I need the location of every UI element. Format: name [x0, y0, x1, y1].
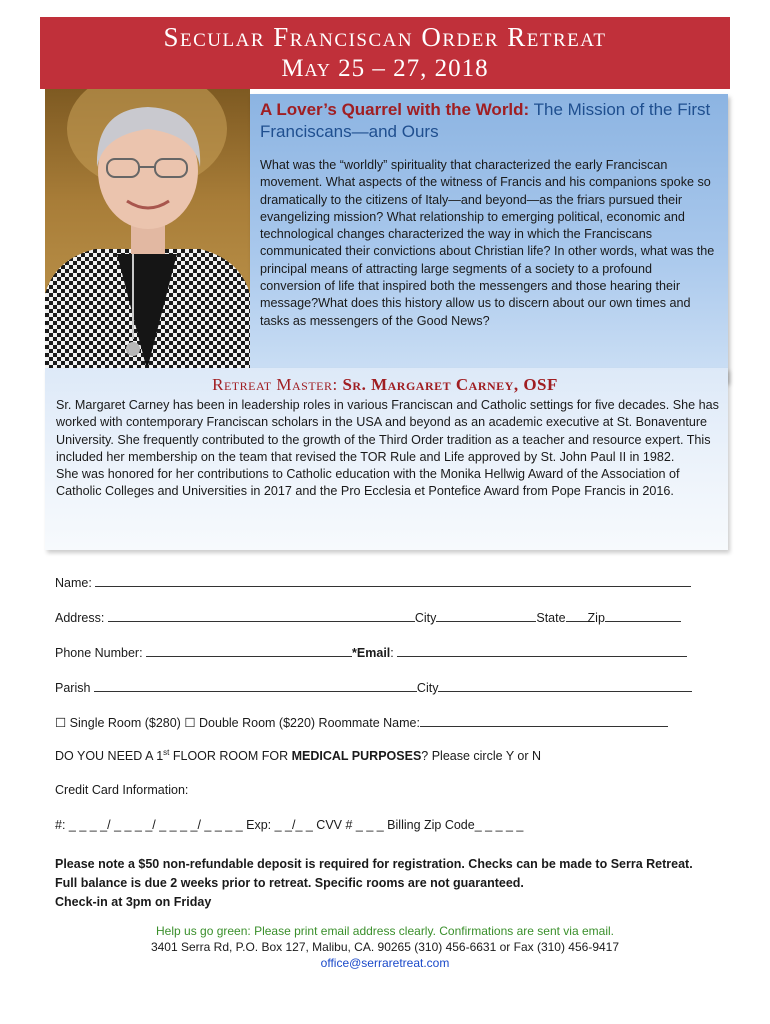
talk-title: A Lover’s Quarrel with the World: [260, 100, 530, 119]
room-row [55, 713, 668, 731]
talk-description: What was the “worldly” spirituality that characterized the early Franciscan movement. What aspects of the witness of Francis and his companions spoke so dramatically to the citizens of Italy—and beyond—as the friars pursued their evangelizing mission? What relationship to emerging political, economic and technological changes characterized the way in which the Franciscans communicated their convictions about Christian life? In other words, what was the principal means of attracting large segments of a society to a profound conversion of life that inspired both the messengers and those hearing their message?What does this history allow us to discern about our own times and tasks as messengers of the Good News? [260, 158, 715, 328]
green-note: Help us go green: Please print email address clearly. Confirmations are sent via email. [156, 924, 614, 938]
title-banner [40, 17, 730, 89]
roommate-label: Roommate Name: [318, 716, 420, 730]
email-label: *Email [352, 646, 391, 660]
state-label: State [536, 611, 566, 625]
medical-question-bold: MEDICAL PURPOSES [291, 749, 422, 764]
credit-card-row [55, 783, 188, 801]
retreat-master-bio [56, 397, 724, 501]
parish-row [55, 678, 692, 696]
medical-question-start: DO YOU NEED A 1 [55, 749, 164, 764]
medical-question-mid: FLOOR ROOM FOR [169, 749, 292, 764]
contact-email-link[interactable]: office@serraretreat.com [320, 956, 450, 970]
medical-row [55, 748, 541, 766]
retreat-master-heading [0, 375, 770, 395]
speaker-portrait-image [45, 89, 250, 370]
card-number-field[interactable]: #: _ _ _ _/ _ _ _ _/ _ _ _ _/ _ _ _ _ Exp: _ _/_ _ CVV # _ _ _ Billing Zip Code_ _ _ _ _ [55, 818, 524, 832]
state-field[interactable] [566, 608, 588, 622]
medical-question-sup: st [163, 748, 170, 757]
speaker-photo [45, 89, 250, 370]
address-field[interactable] [108, 608, 415, 622]
city-label: City [414, 611, 437, 625]
retreat-dates: May 25 – 27, 2018 [281, 55, 489, 82]
notice-line: Check-in at 3pm on Friday [55, 895, 212, 909]
retreat-master-label: Retreat Master: [212, 375, 343, 394]
single-room-checkbox[interactable]: ☐ Single Room ($280) [55, 716, 181, 730]
medical-question-end: ? Please circle Y or N [421, 749, 542, 764]
double-room-checkbox[interactable]: ☐ Double Room ($220) [184, 716, 316, 730]
zip-field[interactable] [605, 608, 681, 622]
contact-address: 3401 Serra Rd, P.O. Box 127, Malibu, CA. 90265 (310) 456-6631 or Fax (310) 456-9417 [150, 940, 620, 954]
phone-email-row [55, 643, 687, 661]
footer [0, 923, 770, 971]
card-number-row [55, 818, 523, 836]
address-label: Address: [55, 611, 105, 625]
deposit-notice [55, 855, 745, 912]
phone-label: Phone Number: [55, 646, 143, 660]
notice-line: Please note a $50 non-refundable deposit is required for registration. Checks can be made to Serra Retreat. [55, 857, 693, 871]
parish-city-label: City [416, 681, 439, 695]
roommate-field[interactable] [420, 713, 668, 727]
bio-paragraph: Sr. Margaret Carney has been in leadership roles in various Franciscan and Catholic settings for five decades. She has worked with contemporary Franciscan scholars in the USA and beyond as an academic executive at St. Bonaventure University. She frequently contributed to the growth of the Third Order tradition as a teacher and resource expert. This included her membership on the team that revised the TOR Rule and Life approved by St. John Paul II in 1982. [56, 398, 719, 464]
phone-field[interactable] [146, 643, 352, 657]
email-colon: : [390, 646, 394, 660]
name-label: Name: [55, 576, 92, 590]
zip-label: Zip [587, 611, 605, 625]
parish-field[interactable] [94, 678, 417, 692]
email-field[interactable] [397, 643, 687, 657]
name-row [55, 573, 691, 591]
address-row [55, 608, 681, 626]
talk-subtitle: The Mission of the First Franciscans—and Ours [260, 100, 711, 141]
bio-paragraph: She was honored for her contributions to Catholic education with the Monika Hellwig Award of the Association of Catholic Colleges and Universities in 2017 and the Pro Ecclesia et Pontefice Award from Pope Francis in 2016. [56, 467, 680, 499]
retreat-title: Secular Franciscan Order Retreat [163, 22, 607, 52]
talk-headline [260, 99, 715, 143]
notice-line: Full balance is due 2 weeks prior to retreat. Specific rooms are not guaranteed. [55, 876, 524, 890]
name-field[interactable] [95, 573, 691, 587]
city-field[interactable] [436, 608, 536, 622]
retreat-master-name: Sr. Margaret Carney, OSF [342, 375, 558, 394]
parish-city-field[interactable] [438, 678, 692, 692]
credit-card-label: Credit Card Information: [55, 783, 189, 797]
parish-label: Parish [55, 681, 91, 695]
